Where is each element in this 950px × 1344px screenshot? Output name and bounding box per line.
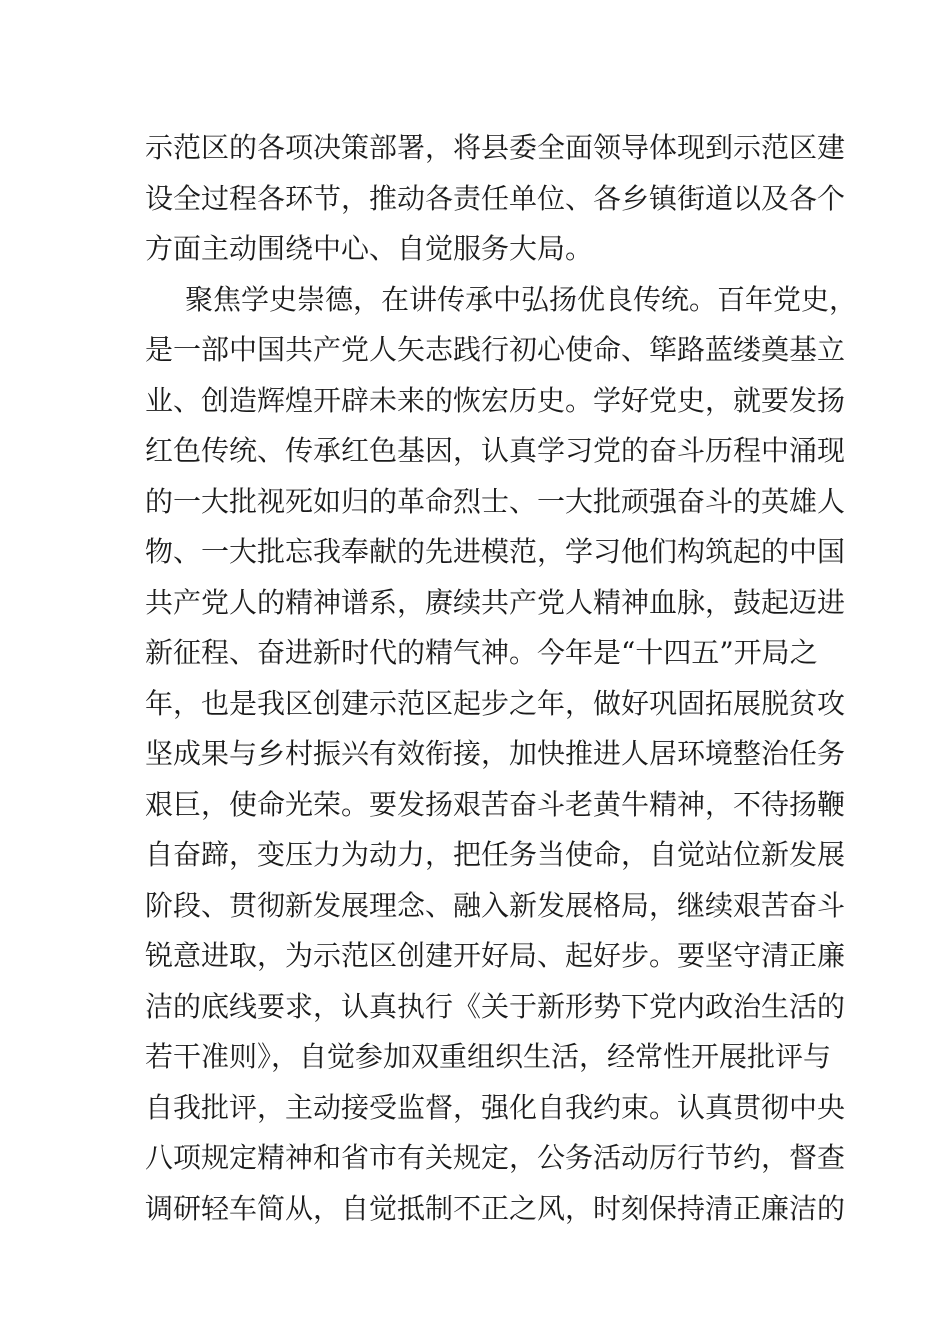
text-line: 调研轻车简从，自觉抵制不正之风，时刻保持清正廉洁的: [145, 1191, 846, 1225]
text-line: 新征程、奋进新时代的精气神。今年是“十四五”开局之: [145, 636, 818, 669]
body-text: [145, 123, 858, 1234]
text-line: 自奋蹄，变压力为动力，把任务当使命，自觉站位新发展: [145, 838, 846, 871]
text-line: 的一大批视死如归的革命烈士、一大批顽强奋斗的英雄人: [145, 484, 846, 518]
text-line: 共产党人的精神谱系，赓续共产党人精神血脉，鼓起迈进: [145, 585, 846, 619]
text-line: 方面主动围绕中心、自觉服务大局。: [145, 232, 594, 265]
text-line: 是一部中国共产党人矢志践行初心使命、筚路蓝缕奠基立: [145, 333, 846, 366]
text-line: 阶段、贯彻新发展理念、融入新发展格局，继续艰苦奋斗: [145, 888, 846, 922]
text-line: 年，也是我区创建示范区起步之年，做好巩固拓展脱贫攻: [145, 686, 846, 720]
text-line: 洁的底线要求，认真执行《关于新形势下党内政治生活的: [145, 989, 846, 1023]
text-line: 八项规定精神和省市有关规定，公务活动厉行节约，督查: [145, 1141, 846, 1174]
text-line: 业、创造辉煌开辟未来的恢宏历史。学好党史，就要发扬: [145, 383, 846, 417]
text-line: 坚成果与乡村振兴有效衔接，加快推进人居环境整治任务: [145, 737, 846, 770]
text-line: 物、一大批忘我奉献的先进模范，学习他们构筑起的中国: [145, 535, 846, 568]
text-line: 自我批评，主动接受监督，强化自我约束。认真贯彻中央: [145, 1090, 846, 1124]
text-line: 红色传统、传承红色基因，认真学习党的奋斗历程中涌现: [145, 434, 846, 467]
text-line: 若干准则》，自觉参加双重组织生活，经常性开展批评与: [145, 1040, 832, 1073]
text-line: 设全过程各环节，推动各责任单位、各乡镇街道以及各个: [145, 181, 846, 215]
text-line: 艰巨，使命光荣。要发扬艰苦奋斗老黄牛精神，不待扬鞭: [145, 787, 846, 821]
text-line: 锐意进取，为示范区创建开好局、起好步。要坚守清正廉: [145, 939, 846, 972]
paragraph-first-line: 聚焦学史崇德，在讲传承中弘扬优良传统。百年党史，: [185, 282, 858, 316]
text-line: 示范区的各项决策部署，将县委全面领导体现到示范区建: [145, 131, 846, 164]
